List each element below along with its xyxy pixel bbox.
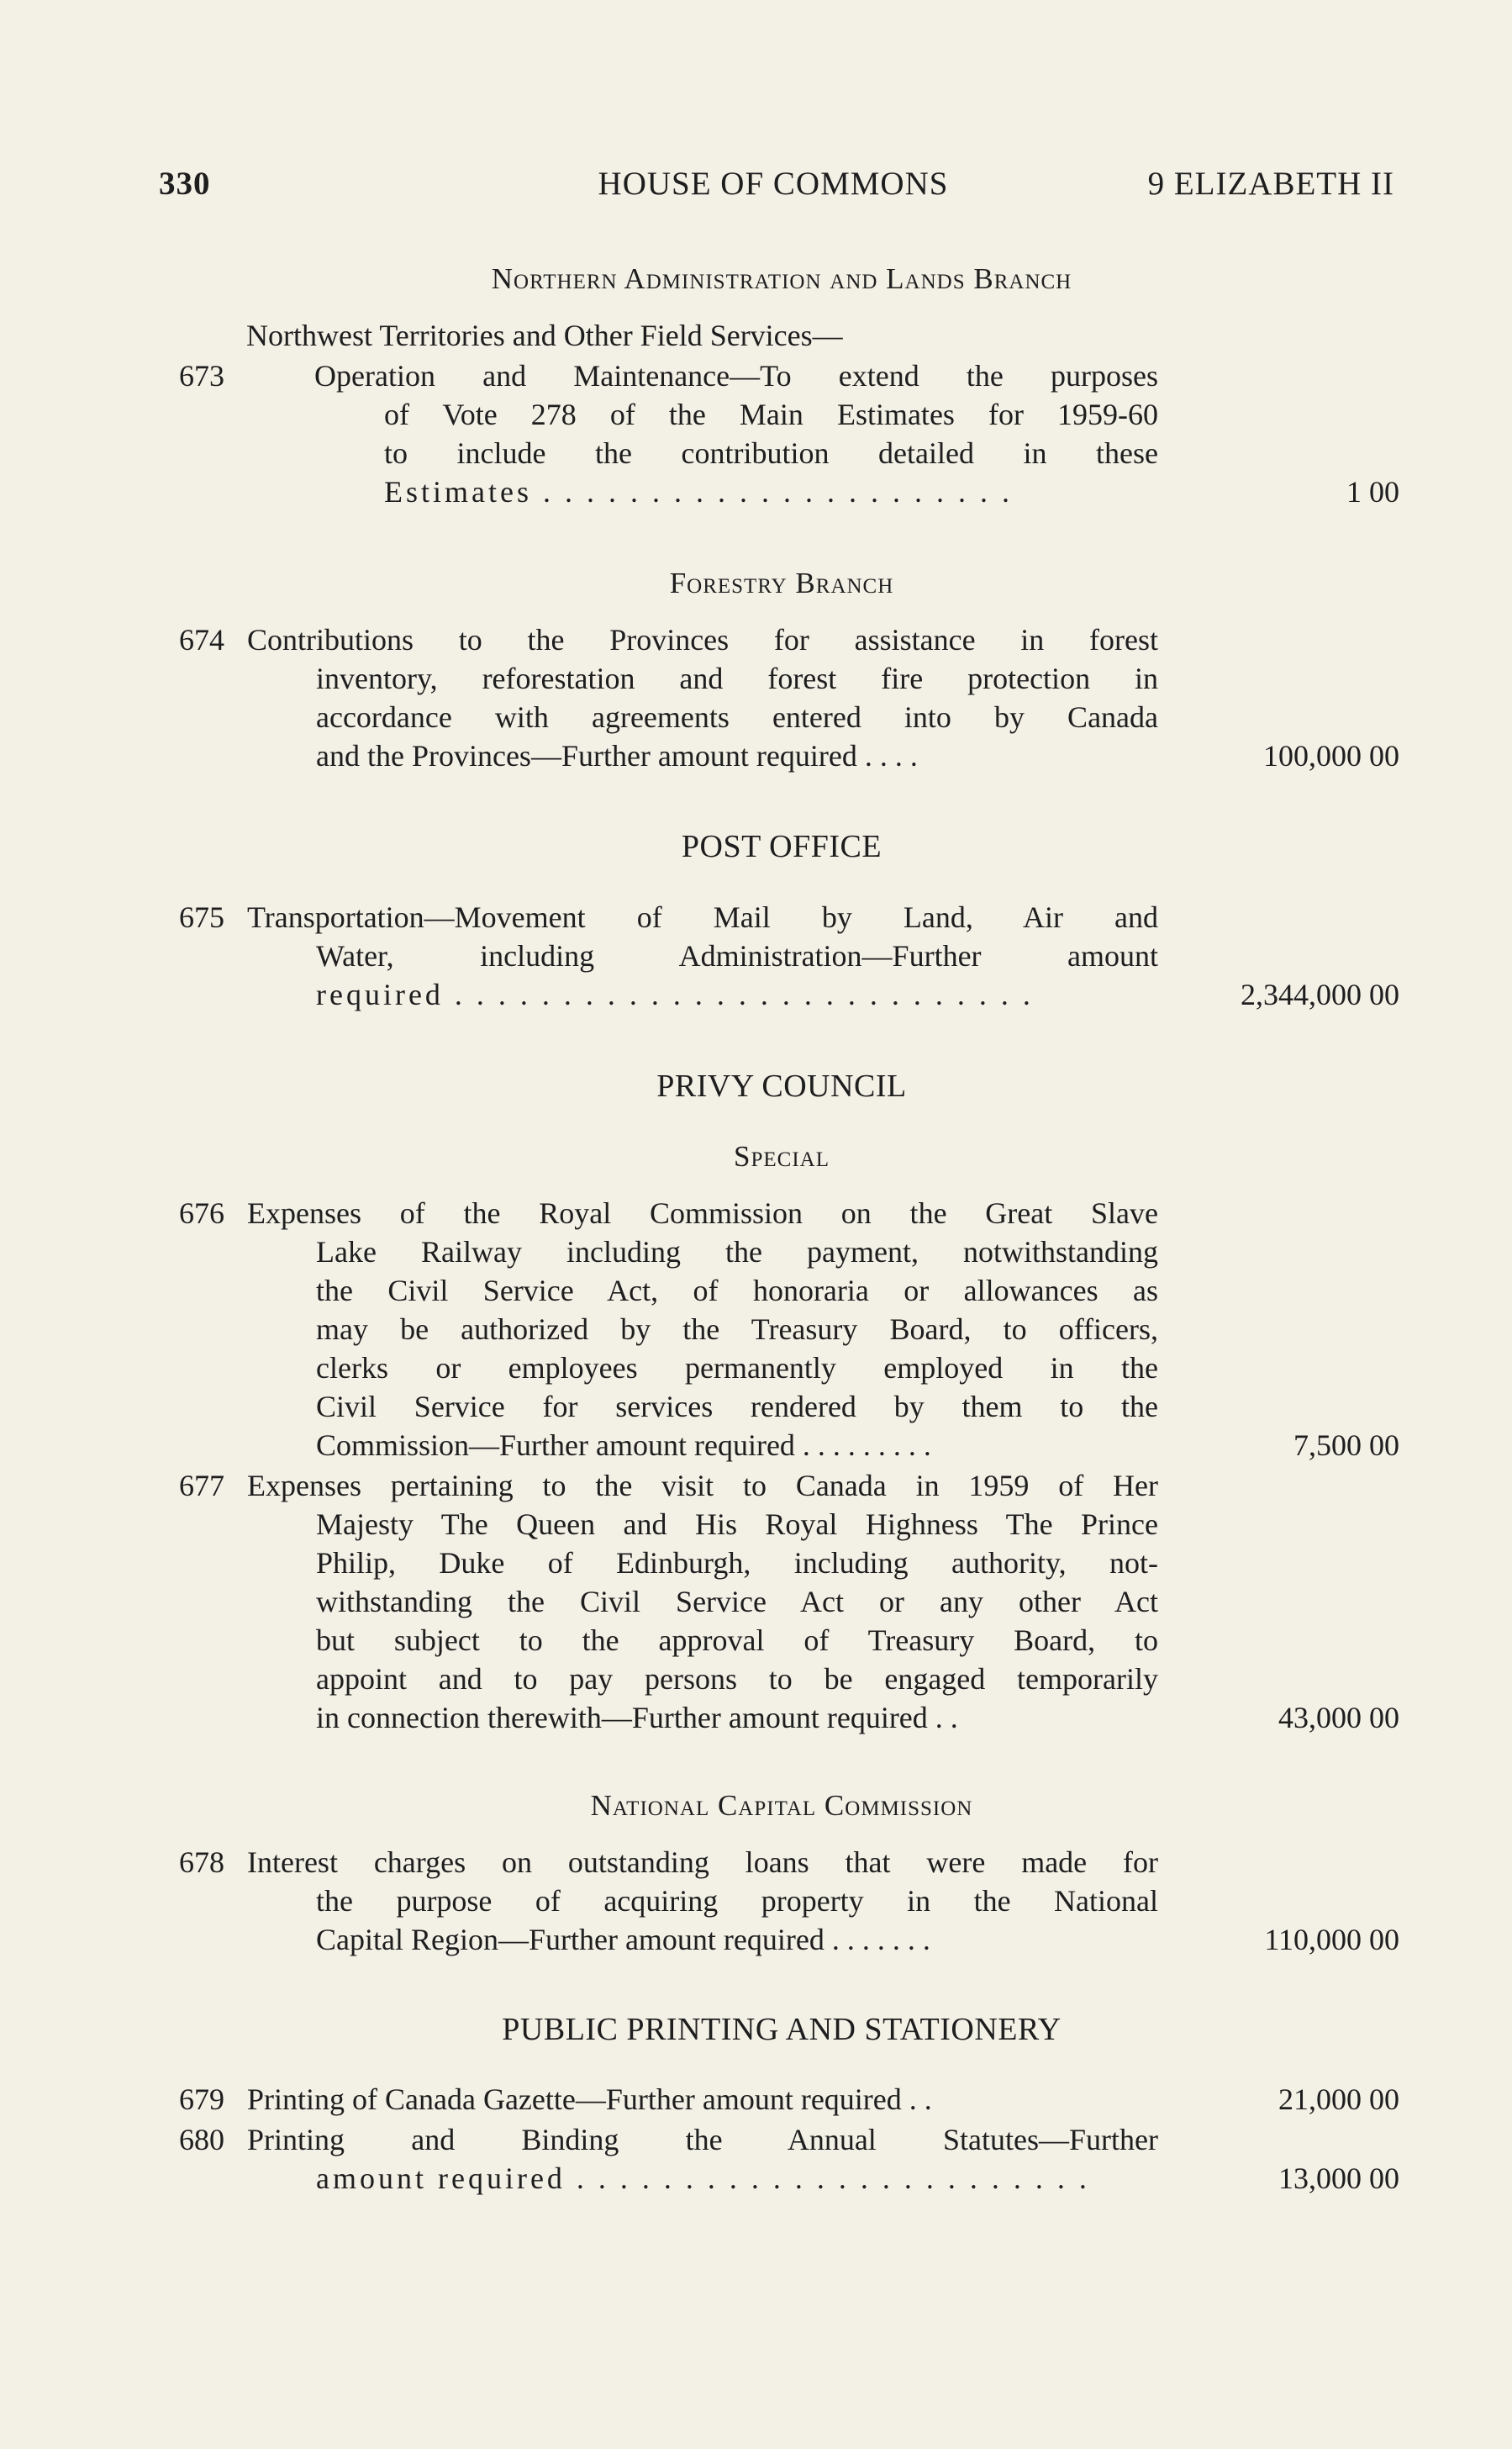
item-text-line: the Civil Service Act, of honoraria or allowances as [316, 1274, 1158, 1307]
item-text-line: inventory, reforestation and forest fire protection in [316, 662, 1158, 695]
section-privy-council: PRIVY COUNCIL [656, 1069, 907, 1104]
item-text-line: Water, including Administration—Further amount [316, 939, 1158, 973]
item-text-line: accordance with agreements entered into by Canada [316, 700, 1158, 734]
amount: 43,000 00 [1278, 1701, 1399, 1734]
item-text-line: to include the contribution detailed in these [384, 436, 1158, 470]
item-text-line: Contributions to the Provinces for assistance in forest [247, 623, 1158, 657]
regnal-year: 9 ELIZABETH II [1147, 166, 1394, 202]
vote-number: 678 [179, 1845, 224, 1879]
amount: 100,000 00 [1263, 739, 1399, 773]
page-number: 330 [159, 166, 211, 202]
item-text-line: appoint and to pay persons to be engaged temporarily [316, 1662, 1158, 1696]
item-text-line: Printing and Binding the Annual Statutes—Further [247, 2123, 1158, 2156]
item-text-line: in connection therewith—Further amount required . . [316, 1701, 958, 1734]
vote-number: 677 [179, 1469, 224, 1502]
item-text-line: required . . . . . . . . . . . . . . . . . . . . . . . . . . . [316, 978, 1034, 1011]
item-text-line: Operation and Maintenance—To extend the purposes [314, 359, 1158, 393]
item-text-line: Majesty The Queen and His Royal Highness The Prince [316, 1507, 1158, 1541]
item-text-line: withstanding the Civil Service Act or any other Act [316, 1585, 1158, 1618]
section-public-printing: PUBLIC PRINTING AND STATIONERY [502, 2012, 1062, 2047]
item-text-line: Commission—Further amount required . . . . . . . . . [316, 1428, 931, 1462]
item-text-line: Expenses pertaining to the visit to Canada in 1959 of Her [247, 1469, 1158, 1502]
item-text-line: Expenses of the Royal Commission on the Great Slave [247, 1196, 1158, 1230]
vote-number: 673 [179, 359, 224, 393]
item-text-line: Printing of Canada Gazette—Further amount required . . [247, 2082, 932, 2116]
amount: 13,000 00 [1278, 2161, 1399, 2195]
subsection-northwest-territories: Northwest Territories and Other Field Services— [246, 319, 843, 352]
item-text-line: but subject to the approval of Treasury Board, to [316, 1623, 1158, 1657]
item-text-line: and the Provinces—Further amount required . . . . [316, 739, 918, 773]
item-text-line: Estimates . . . . . . . . . . . . . . . . . . . . . . [384, 475, 1013, 509]
amount: 21,000 00 [1278, 2082, 1399, 2116]
vote-number: 680 [179, 2123, 224, 2156]
amount: 7,500 00 [1293, 1428, 1399, 1462]
item-text-line: Civil Service for services rendered by them to the [316, 1390, 1158, 1423]
item-text-line: amount required . . . . . . . . . . . . . . . . . . . . . . . . [316, 2161, 1090, 2195]
item-text-line: Capital Region—Further amount required . . . . . . . [316, 1923, 930, 1956]
item-text-line: Interest charges on outstanding loans that were made for [247, 1845, 1158, 1879]
item-text-line: Lake Railway including the payment, notwithstanding [316, 1235, 1158, 1269]
running-title: HOUSE OF COMMONS [598, 166, 949, 202]
section-post-office: POST OFFICE [681, 829, 882, 864]
vote-number: 676 [179, 1196, 224, 1230]
vote-number: 674 [179, 623, 224, 657]
amount: 2,344,000 00 [1241, 978, 1399, 1011]
item-text-line: may be authorized by the Treasury Board, to officers, [316, 1312, 1158, 1346]
section-forestry-branch: Forestry Branch [669, 567, 894, 599]
item-text-line: clerks or employees permanently employed in the [316, 1351, 1158, 1385]
item-text-line: the purpose of acquiring property in the National [316, 1884, 1158, 1918]
item-text-line: Philip, Duke of Edinburgh, including authority, not- [316, 1546, 1158, 1580]
section-national-capital-commission: National Capital Commission [590, 1789, 973, 1822]
subsection-special: Special [734, 1140, 830, 1173]
amount: 1 00 [1346, 475, 1399, 509]
item-text-line: of Vote 278 of the Main Estimates for 1959-60 [384, 398, 1158, 431]
item-text-line: Transportation—Movement of Mail by Land, Air and [247, 900, 1158, 934]
vote-number: 675 [179, 900, 224, 934]
section-northern-administration: Northern Administration and Lands Branch [491, 262, 1072, 295]
vote-number: 679 [179, 2082, 224, 2116]
amount: 110,000 00 [1264, 1923, 1399, 1956]
